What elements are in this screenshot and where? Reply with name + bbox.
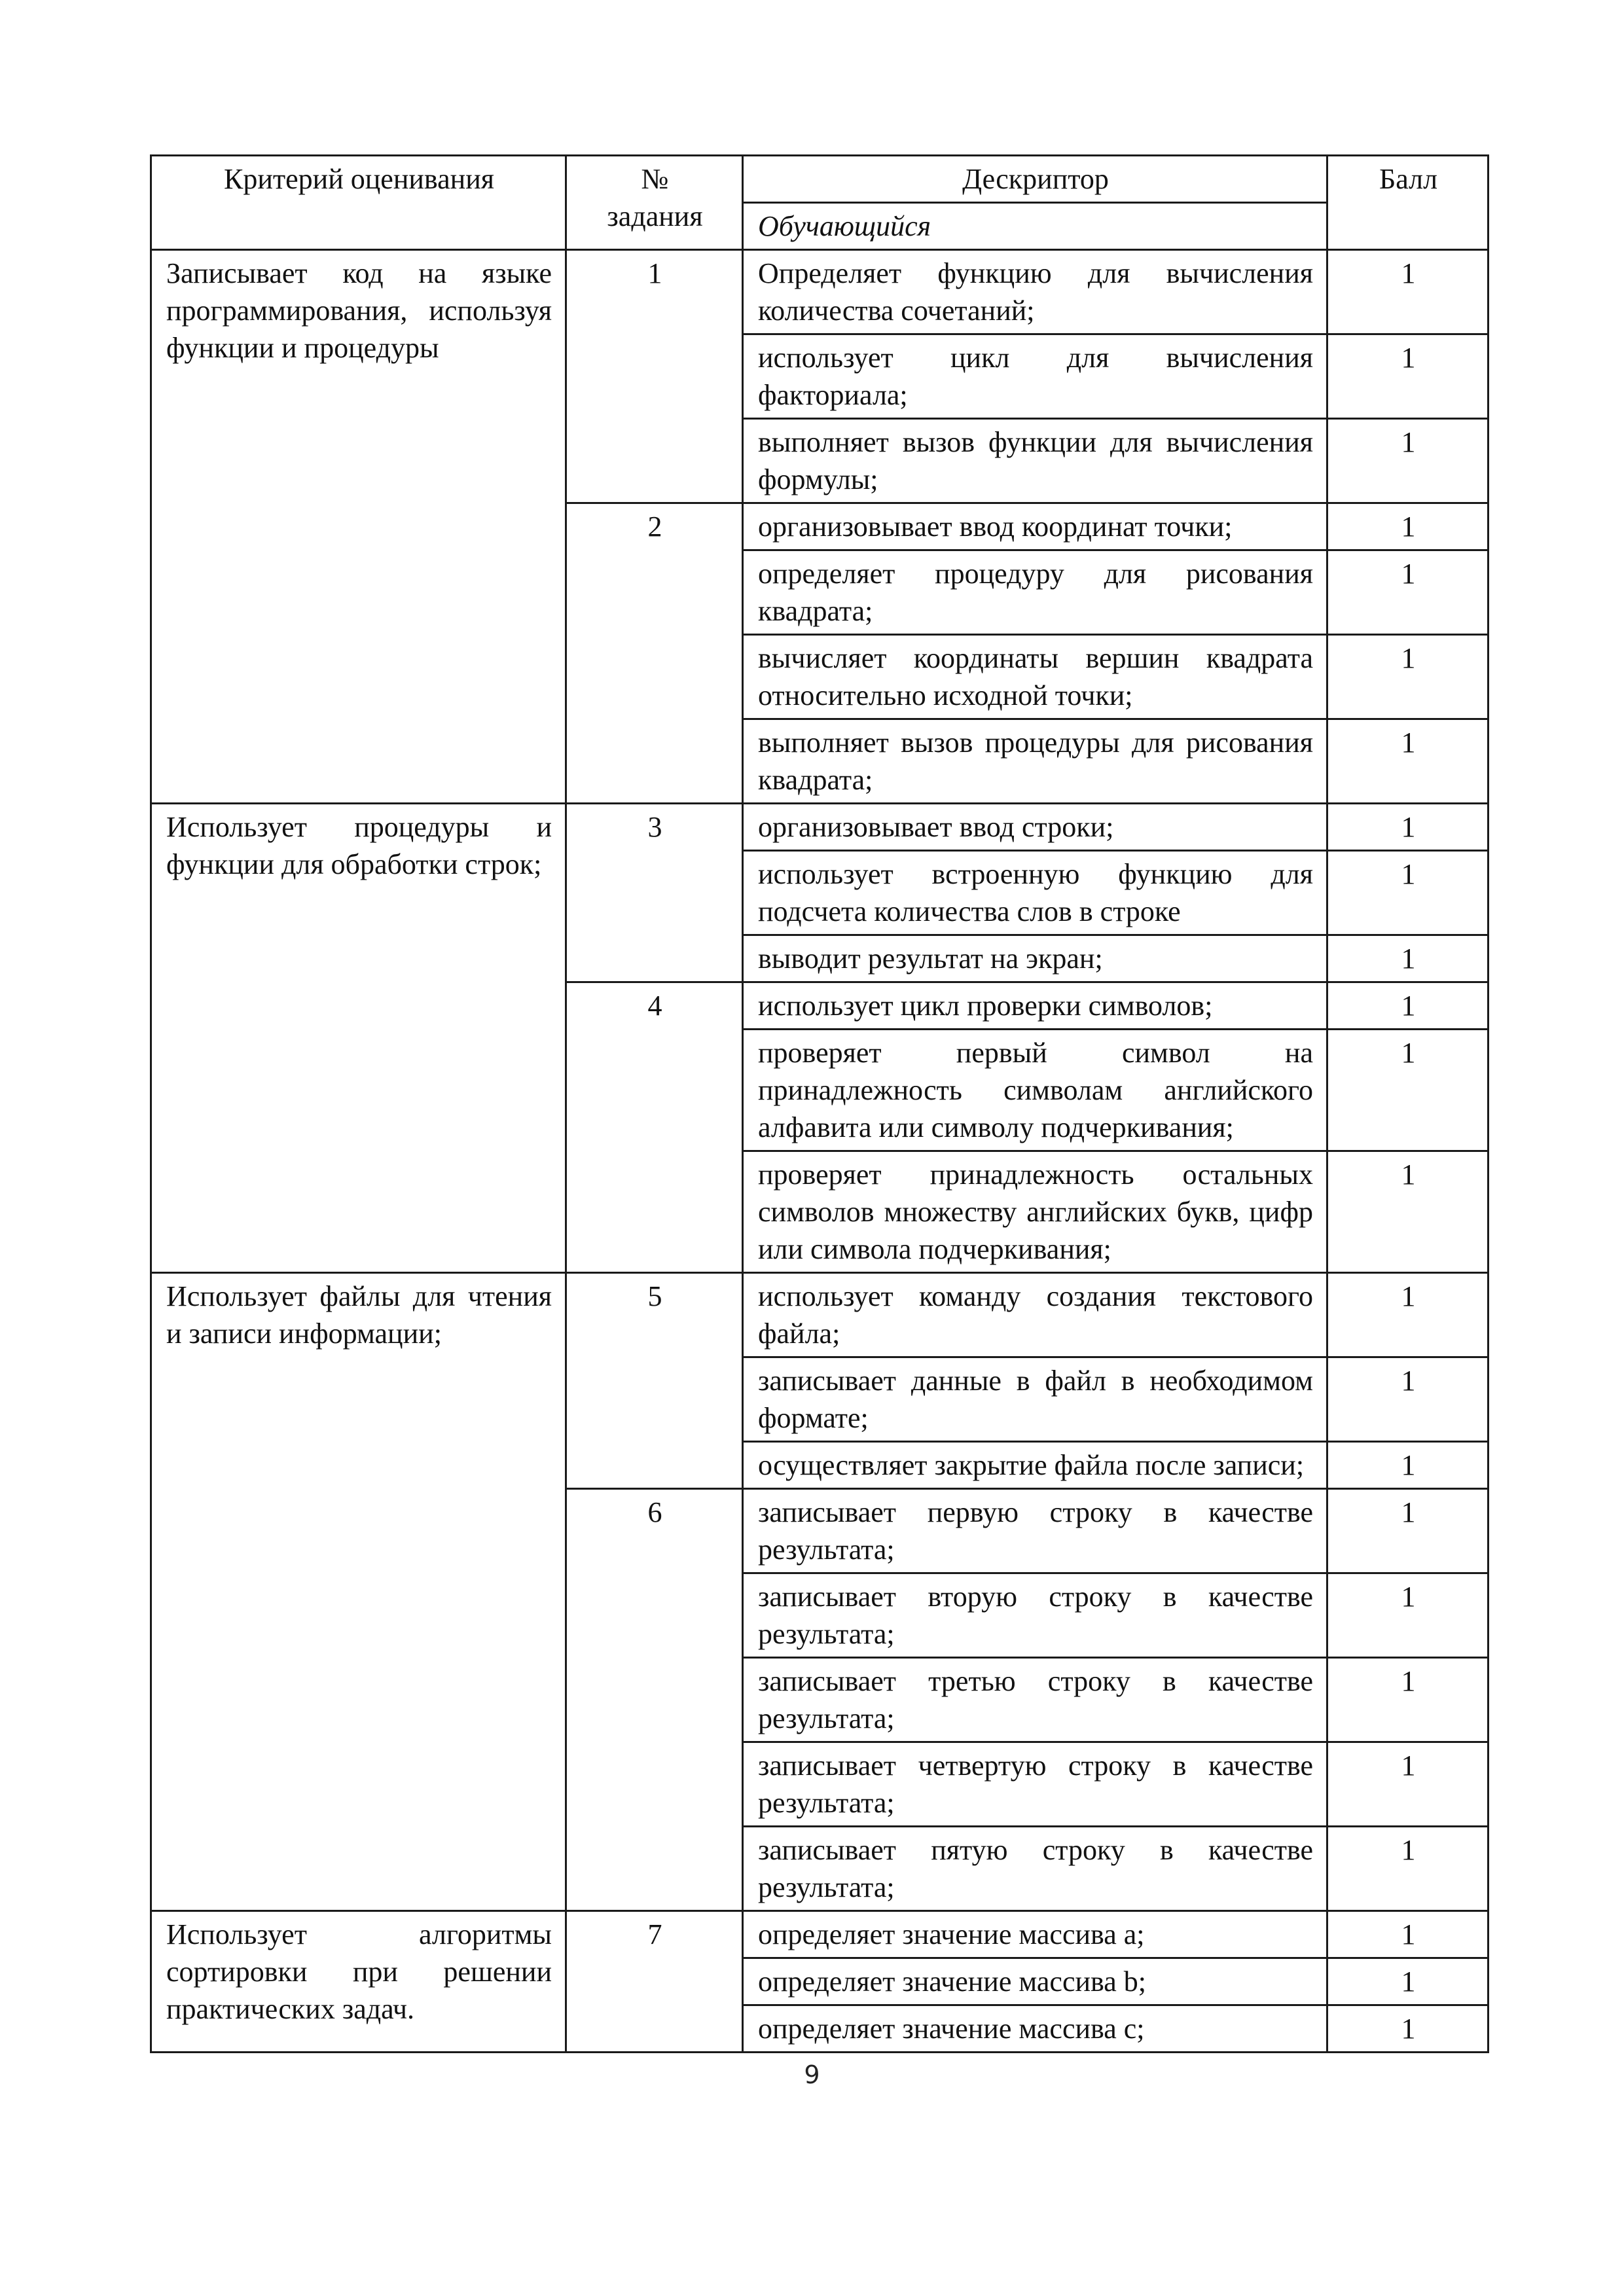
descriptor-cell: записывает третью строку в качестве результата; [743, 1658, 1327, 1742]
descriptor-cell: определяет значение массива b; [743, 1958, 1327, 2005]
score-cell: 1 [1327, 1151, 1489, 1273]
criterion-cell: Использует файлы для чтения и записи информации; [151, 1273, 566, 1911]
task-number-word: задания [607, 200, 703, 232]
descriptor-cell: осуществляет закрытие файла после записи; [743, 1442, 1327, 1489]
task-number-cell: 6 [566, 1489, 743, 1911]
descriptor-cell: Определяет функцию для вычисления количества сочетаний; [743, 250, 1327, 334]
descriptor-cell: записывает вторую строку в качестве результата; [743, 1573, 1327, 1658]
score-cell: 1 [1327, 503, 1489, 550]
page-number: 9 [804, 2060, 820, 2089]
score-header: Балл [1327, 156, 1489, 250]
table-header [151, 156, 1489, 250]
task-number-cell: 7 [566, 1911, 743, 2053]
score-cell: 1 [1327, 419, 1489, 503]
score-cell: 1 [1327, 982, 1489, 1030]
descriptor-cell: организовывает ввод координат точки; [743, 503, 1327, 550]
descriptor-cell: выводит результат на экран; [743, 935, 1327, 982]
score-cell: 1 [1327, 1658, 1489, 1742]
score-cell: 1 [1327, 2005, 1489, 2053]
descriptor-cell: выполняет вызов процедуры для рисования квадрата; [743, 719, 1327, 804]
task-number-sign: № [641, 163, 669, 195]
table-row [151, 1273, 1489, 1357]
task-number-cell: 2 [566, 503, 743, 804]
descriptor-cell: использует команду создания текстового файла; [743, 1273, 1327, 1357]
task-number-cell: 4 [566, 982, 743, 1273]
table-row [151, 1911, 1489, 1958]
table-row [151, 804, 1489, 851]
task-number-cell: 3 [566, 804, 743, 982]
criterion-cell: Использует процедуры и функции для обработки строк; [151, 804, 566, 1273]
score-cell: 1 [1327, 1030, 1489, 1151]
score-cell: 1 [1327, 804, 1489, 851]
table-row [151, 250, 1489, 334]
descriptor-cell: проверяет первый символ на принадлежность символам английского алфавита или символу подчеркивания; [743, 1030, 1327, 1151]
score-cell: 1 [1327, 1911, 1489, 1958]
descriptor-cell: организовывает ввод строки; [743, 804, 1327, 851]
assessment-criteria-table [150, 154, 1489, 2053]
task-number-cell: 1 [566, 250, 743, 503]
header-row [151, 156, 1489, 203]
criterion-cell: Использует алгоритмы сортировки при решении практических задач. [151, 1911, 566, 2053]
task-number-cell: 5 [566, 1273, 743, 1489]
descriptor-cell: записывает первую строку в качестве результата; [743, 1489, 1327, 1573]
score-cell: 1 [1327, 334, 1489, 419]
descriptor-cell: выполняет вызов функции для вычисления формулы; [743, 419, 1327, 503]
score-cell: 1 [1327, 1573, 1489, 1658]
descriptor-cell: записывает четвертую строку в качестве результата; [743, 1742, 1327, 1827]
descriptor-cell: использует цикл проверки символов; [743, 982, 1327, 1030]
score-cell: 1 [1327, 719, 1489, 804]
score-cell: 1 [1327, 851, 1489, 935]
descriptor-cell: использует встроенную функцию для подсчета количества слов в строке [743, 851, 1327, 935]
score-cell: 1 [1327, 1442, 1489, 1489]
student-subheader: Обучающийся [743, 203, 1327, 250]
score-cell: 1 [1327, 1489, 1489, 1573]
descriptor-cell: проверяет принадлежность остальных символов множеству английских букв, цифр или символа подчеркивания; [743, 1151, 1327, 1273]
descriptor-cell: записывает пятую строку в качестве результата; [743, 1827, 1327, 1911]
score-cell: 1 [1327, 250, 1489, 334]
score-cell: 1 [1327, 1273, 1489, 1357]
descriptor-cell: использует цикл для вычисления факториала; [743, 334, 1327, 419]
task-number-header [566, 156, 743, 250]
descriptor-cell: вычисляет координаты вершин квадрата относительно исходной точки; [743, 635, 1327, 719]
score-cell: 1 [1327, 635, 1489, 719]
table-body [151, 250, 1489, 2053]
score-cell: 1 [1327, 550, 1489, 635]
score-cell: 1 [1327, 1958, 1489, 2005]
criterion-cell: Записывает код на языке программирования, используя функции и процедуры [151, 250, 566, 804]
score-cell: 1 [1327, 1742, 1489, 1827]
criterion-header: Критерий оценивания [151, 156, 566, 250]
descriptor-cell: записывает данные в файл в необходимом формате; [743, 1357, 1327, 1442]
score-cell: 1 [1327, 1827, 1489, 1911]
descriptor-header: Дескриптор [743, 156, 1327, 203]
score-cell: 1 [1327, 1357, 1489, 1442]
descriptor-cell: определяет значение массива a; [743, 1911, 1327, 1958]
descriptor-cell: определяет значение массива c; [743, 2005, 1327, 2053]
score-cell: 1 [1327, 935, 1489, 982]
descriptor-cell: определяет процедуру для рисования квадрата; [743, 550, 1327, 635]
